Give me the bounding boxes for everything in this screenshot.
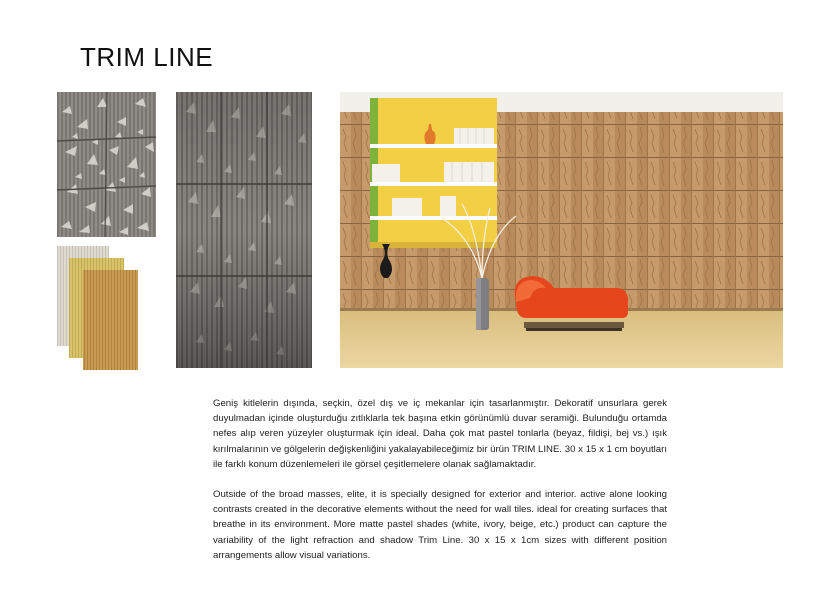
room-render-photo bbox=[340, 92, 783, 368]
tile-closeup-photo bbox=[57, 92, 156, 237]
tile-panel-photo bbox=[176, 92, 312, 368]
description-turkish-text: Geniş kitlelerin dışında, seçkin, özel dış ve iç mekanlar için tasarlanmıştır. Dekoratif unsurlara gerek duyulmadan içinde oluşturduğu zıtlıklarla tek başına etkin görünümlü duvar seramiği. Bulunduğu ortamda nefes alıp veren yüzeyler oluşturmak için ideal. Daha çok mat pastel tonlarla (beyaz, fildişi, bej vs.) ışık kırılmalarının ve gölgelerin değişkenliğini yakalayabileceğimiz bir ürün TRIM LINE. 30 x 15 x 1 cm boyutları ile farklı konum düzenlemeleri ile görsel çeşitlemelere olanak sağlamaktadır. bbox=[213, 398, 667, 470]
color-samples-photo bbox=[57, 246, 138, 370]
description-english bbox=[213, 487, 667, 563]
description-turkish bbox=[213, 396, 667, 472]
description-english-text: Outside of the broad masses, elite, it is specially designed for exterior and interior. active alone looking contrasts created in the decorative elements without the need for wall tiles. ideal for creating surfaces that breathe in its environment. More matte pastel shades (white, ivory, beige, etc.) product can capture the variability of the light refraction and shadow Trim Line. 30 x 15 x 1cm sizes with different position arrangements allow visual variations. bbox=[213, 489, 667, 561]
page-title: TRIM LINE bbox=[80, 42, 214, 72]
